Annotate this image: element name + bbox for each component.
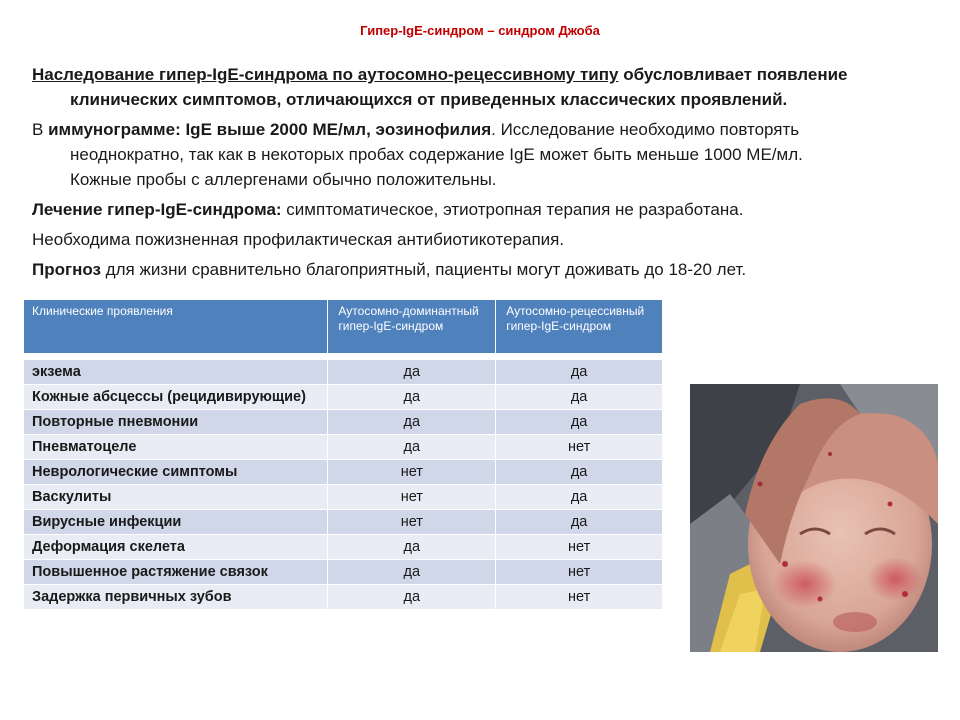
immunogram-prefix: В [32, 120, 49, 139]
row-symptom: Васкулиты [24, 485, 328, 510]
row-recessive: нет [496, 435, 663, 460]
row-symptom: Вирусные инфекции [24, 510, 328, 535]
row-dominant: нет [328, 510, 496, 535]
row-recessive: нет [496, 585, 663, 610]
table-row [24, 535, 663, 560]
patient-photo [690, 384, 938, 652]
row-symptom: Задержка первичных зубов [24, 585, 328, 610]
inheritance-heading: Наследование гипер-IgE-синдрома по аутосомно-рецессивному типу [32, 65, 619, 84]
header-dominant: Аутосомно-доминантный гипер-IgE-синдром [328, 300, 496, 353]
row-recessive: нет [496, 535, 663, 560]
row-symptom: экзема [24, 360, 328, 385]
row-symptom: Неврологические симптомы [24, 460, 328, 485]
table-row [24, 435, 663, 460]
inheritance-text-cont: клинических симптомов, отличающихся от приведенных классических проявлений. [70, 90, 788, 109]
table-header-row [24, 300, 663, 353]
immunogram-line2: неоднократно, так как в некоторых пробах содержание IgE может быть меньше 1000 МЕ/мл. [70, 145, 803, 164]
table-row [24, 385, 663, 410]
row-symptom: Повторные пневмонии [24, 410, 328, 435]
symptoms-table [24, 300, 663, 609]
paragraph-prophylaxis: Необходима пожизненная профилактическая антибиотикотерапия. [32, 230, 565, 249]
prognosis-text: для жизни сравнительно благоприятный, пациенты могут доживать до 18-20 лет. [100, 260, 747, 279]
row-dominant: да [328, 560, 496, 585]
paragraph-treatment [32, 197, 932, 222]
row-dominant: да [328, 435, 496, 460]
immunogram-bold: иммунограмме: IgE выше 2000 МЕ/мл, эозинофилия [48, 120, 492, 139]
paragraph-inheritance [32, 62, 932, 112]
row-symptom: Повышенное растяжение связок [24, 560, 328, 585]
table-row [24, 585, 663, 610]
row-dominant: нет [328, 485, 496, 510]
row-symptom: Деформация скелета [24, 535, 328, 560]
treatment-text: симптоматическое, этиотропная терапия не разработана. [281, 200, 744, 219]
row-dominant: да [328, 410, 496, 435]
header-recessive: Аутосомно-рецессивный гипер-IgE-синдром [496, 300, 663, 353]
immunogram-text: . Исследование необходимо повторять [491, 120, 800, 139]
row-recessive: да [496, 410, 663, 435]
row-recessive: да [496, 460, 663, 485]
patient-photo-illustration [690, 384, 938, 652]
header-clinical: Клинические проявления [24, 300, 328, 353]
table-row [24, 560, 663, 585]
row-recessive: да [496, 360, 663, 385]
table-row [24, 510, 663, 535]
row-recessive: да [496, 510, 663, 535]
row-recessive: да [496, 485, 663, 510]
row-dominant: да [328, 535, 496, 560]
slide-title: Гипер-IgE-синдром – синдром Джоба [360, 23, 600, 38]
row-dominant: нет [328, 460, 496, 485]
row-recessive: нет [496, 560, 663, 585]
table-row [24, 360, 663, 385]
prognosis-label: Прогноз [32, 260, 101, 279]
table-row [24, 485, 663, 510]
row-recessive: да [496, 385, 663, 410]
row-symptom: Кожные абсцессы (рецидивирующие) [24, 385, 328, 410]
table-row [24, 410, 663, 435]
row-dominant: да [328, 360, 496, 385]
inheritance-text: обусловливает появление [618, 65, 848, 84]
paragraph-prognosis [32, 257, 932, 282]
table-row [24, 460, 663, 485]
paragraph-immunogram [32, 117, 932, 192]
row-dominant: да [328, 585, 496, 610]
immunogram-line3: Кожные пробы с аллергенами обычно положительны. [70, 170, 497, 189]
treatment-label: Лечение гипер-IgE-синдрома: [32, 200, 282, 219]
row-symptom: Пневматоцеле [24, 435, 328, 460]
row-dominant: да [328, 385, 496, 410]
